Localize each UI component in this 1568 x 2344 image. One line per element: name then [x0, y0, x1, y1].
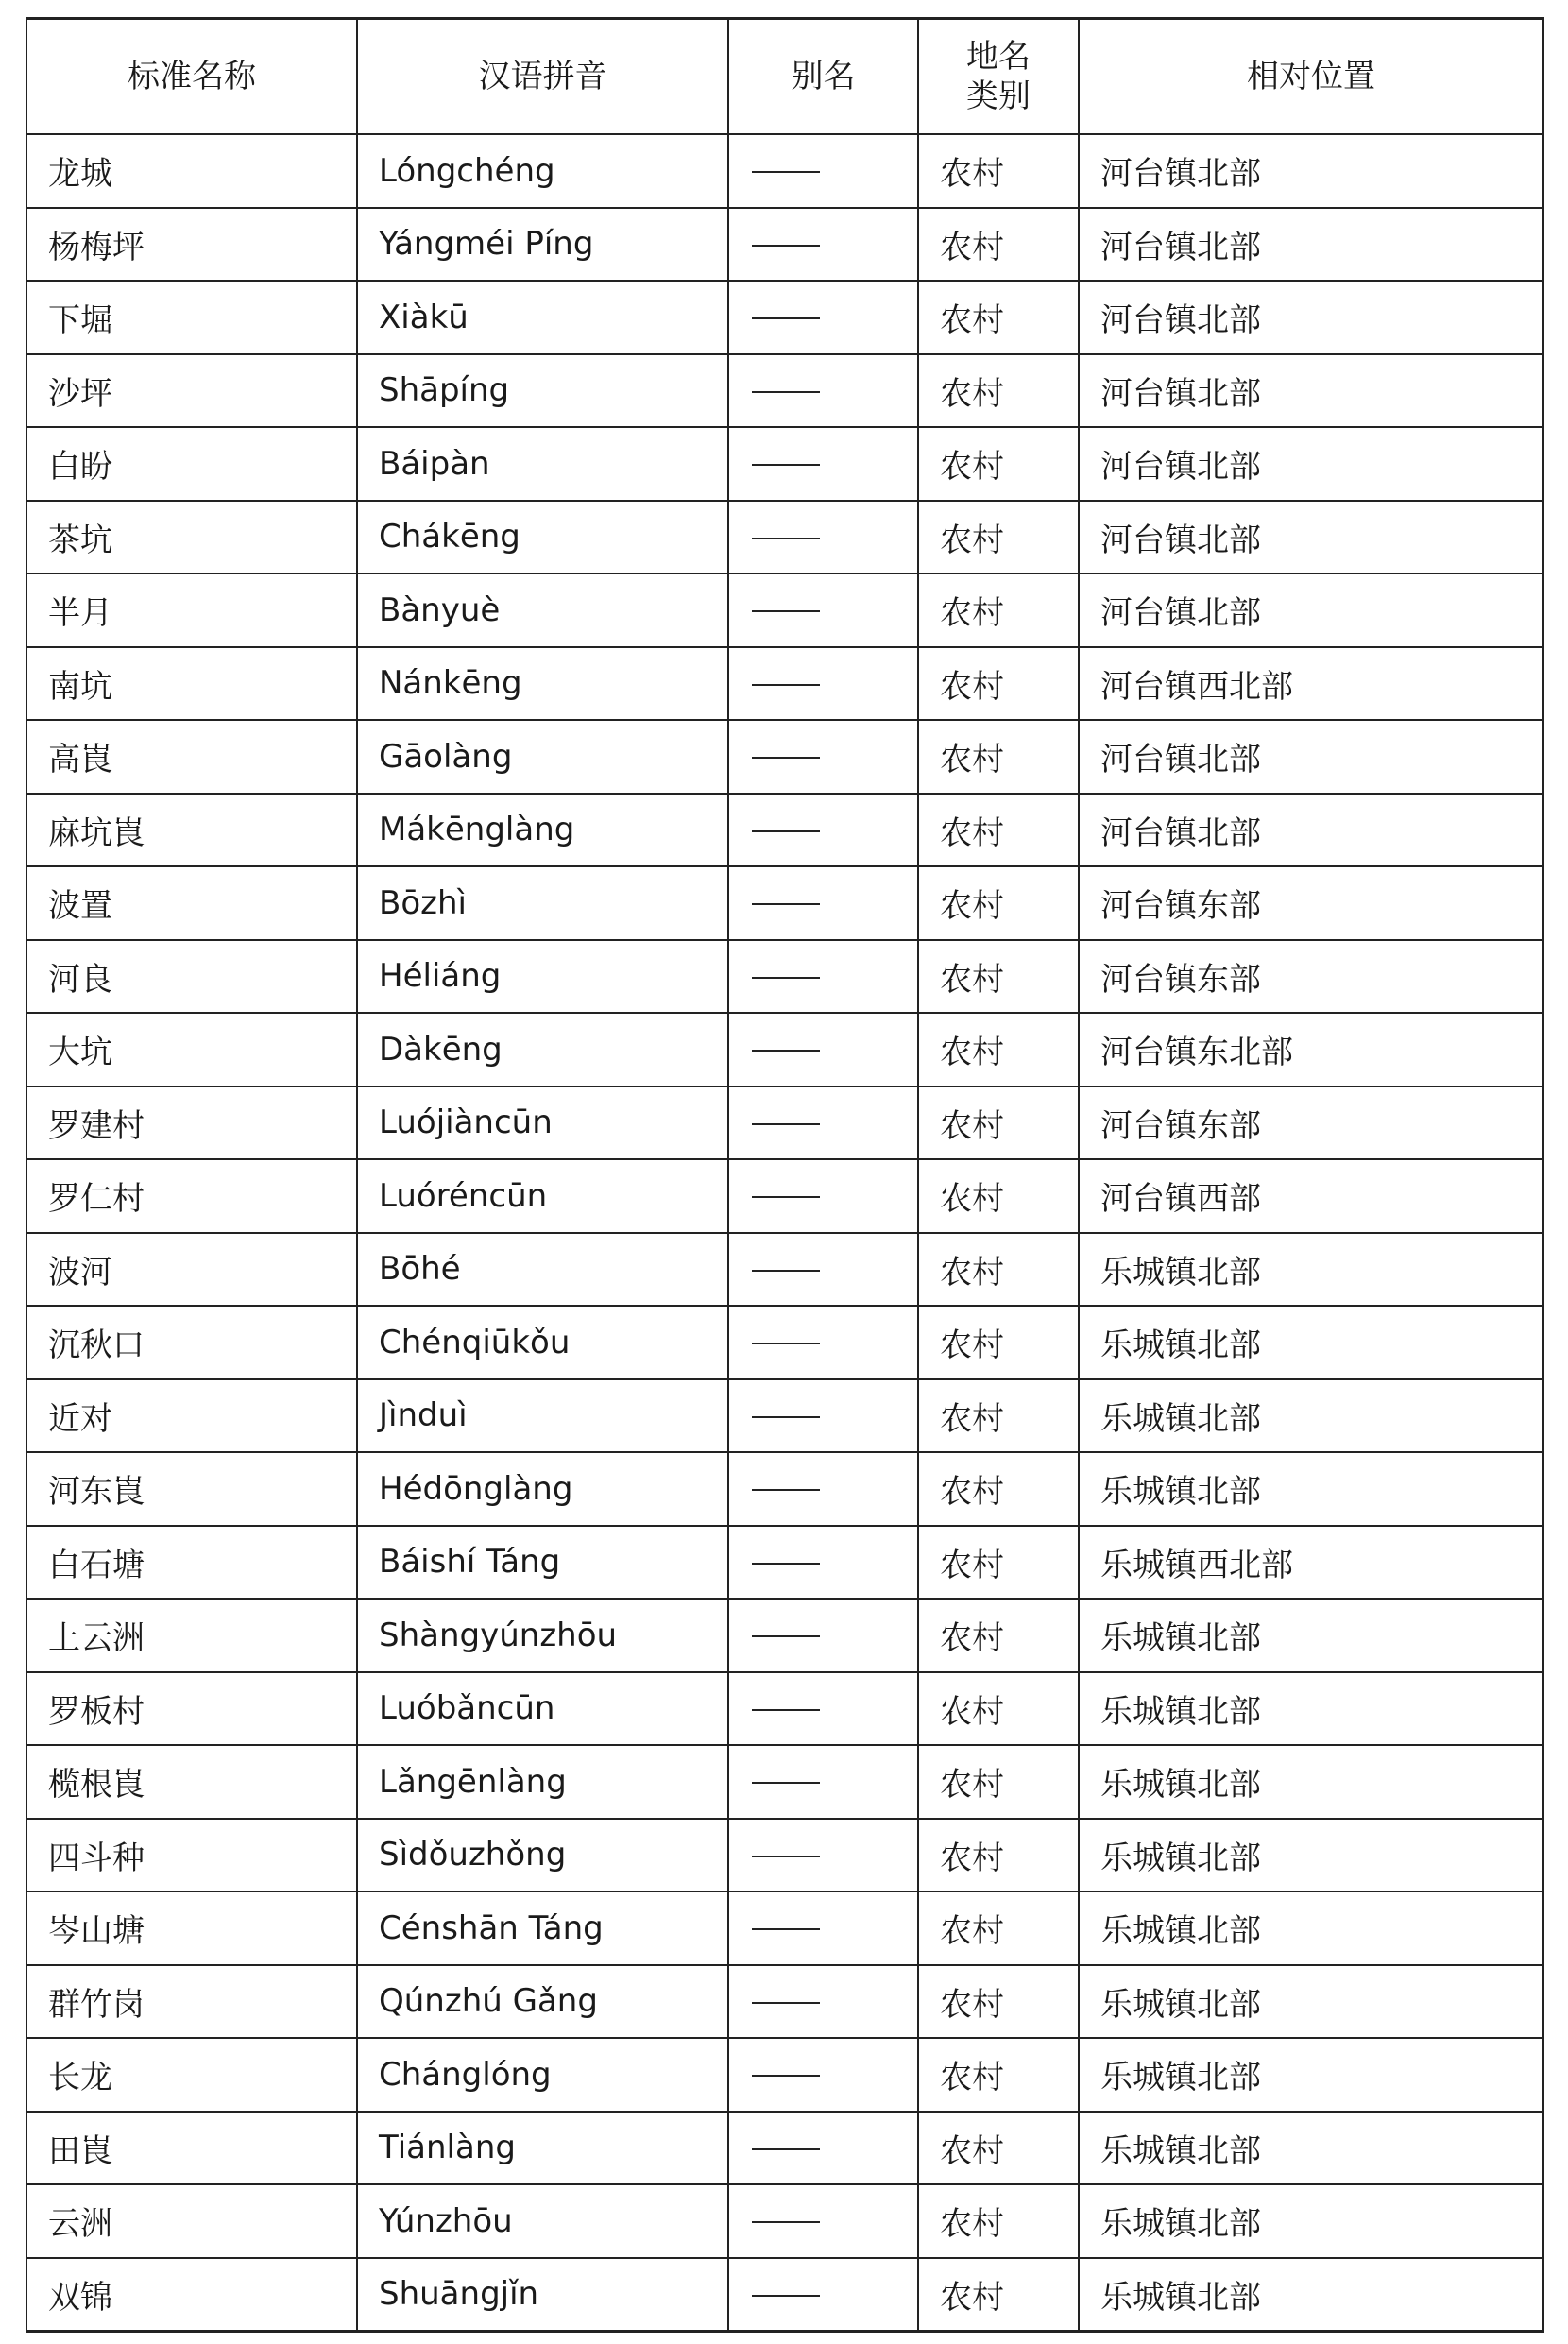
cell-pinyin: Yúnzhōu: [357, 2184, 728, 2258]
cell-standard-name: 罗板村: [26, 1672, 357, 1746]
cell-standard-name: 下堀: [26, 281, 357, 354]
header-alias: 别名: [728, 19, 918, 135]
cell-place-type: 农村: [918, 1306, 1079, 1379]
table-row: [26, 1672, 1543, 1746]
cell-place-type: 农村: [918, 1745, 1079, 1819]
header-place-type-line2: 类别: [966, 77, 1031, 115]
cell-pinyin: Chénqiūkǒu: [357, 1306, 728, 1379]
cell-standard-name: 大坑: [26, 1013, 357, 1086]
alias-dash: [752, 1709, 820, 1711]
cell-place-type: 农村: [918, 1159, 1079, 1233]
table-row: [26, 2112, 1543, 2185]
cell-place-type: 农村: [918, 1891, 1079, 1965]
cell-standard-name: 茶坑: [26, 501, 357, 574]
table-row: [26, 794, 1543, 867]
cell-place-type: 农村: [918, 1965, 1079, 2039]
cell-alias: [728, 134, 918, 208]
cell-relative-position: 河台镇东北部: [1079, 1013, 1543, 1086]
header-place-type: [918, 19, 1079, 135]
cell-standard-name: 麻坑崀: [26, 794, 357, 867]
cell-place-type: 农村: [918, 1819, 1079, 1892]
table-row: [26, 1745, 1543, 1819]
table-row: [26, 1965, 1543, 2039]
table-row: [26, 208, 1543, 282]
header-row: [26, 19, 1543, 135]
cell-pinyin: Luóréncūn: [357, 1159, 728, 1233]
cell-standard-name: 岑山塘: [26, 1891, 357, 1965]
cell-alias: [728, 1233, 918, 1307]
place-names-table-container: [26, 17, 1542, 2333]
cell-relative-position: 乐城镇北部: [1079, 2258, 1543, 2332]
cell-relative-position: 乐城镇北部: [1079, 2112, 1543, 2185]
header-relative-position: 相对位置: [1079, 19, 1543, 135]
table-row: [26, 1086, 1543, 1160]
table-row: [26, 1452, 1543, 1526]
alias-dash: [752, 2221, 820, 2223]
table-row: [26, 1233, 1543, 1307]
cell-place-type: 农村: [918, 1599, 1079, 1672]
cell-alias: [728, 1452, 918, 1526]
alias-dash: [752, 830, 820, 832]
cell-relative-position: 河台镇北部: [1079, 720, 1543, 794]
cell-alias: [728, 1379, 918, 1453]
cell-relative-position: 河台镇西北部: [1079, 647, 1543, 721]
cell-relative-position: 河台镇北部: [1079, 794, 1543, 867]
cell-standard-name: 四斗种: [26, 1819, 357, 1892]
cell-relative-position: 河台镇东部: [1079, 1086, 1543, 1160]
cell-relative-position: 河台镇北部: [1079, 501, 1543, 574]
cell-pinyin: Héliáng: [357, 940, 728, 1014]
alias-dash: [752, 171, 820, 173]
cell-relative-position: 乐城镇北部: [1079, 1599, 1543, 1672]
cell-standard-name: 半月: [26, 573, 357, 647]
table-row: [26, 647, 1543, 721]
cell-alias: [728, 2112, 918, 2185]
table-row: [26, 1599, 1543, 1672]
cell-place-type: 农村: [918, 1233, 1079, 1307]
alias-dash: [752, 610, 820, 612]
cell-place-type: 农村: [918, 794, 1079, 867]
cell-place-type: 农村: [918, 354, 1079, 428]
cell-standard-name: 高崀: [26, 720, 357, 794]
alias-dash: [752, 1123, 820, 1125]
cell-alias: [728, 794, 918, 867]
cell-pinyin: Xiàkū: [357, 281, 728, 354]
cell-place-type: 农村: [918, 2184, 1079, 2258]
cell-place-type: 农村: [918, 940, 1079, 1014]
cell-alias: [728, 1306, 918, 1379]
alias-dash: [752, 2075, 820, 2077]
cell-relative-position: 河台镇东部: [1079, 866, 1543, 940]
cell-alias: [728, 1672, 918, 1746]
table-row: [26, 1891, 1543, 1965]
cell-pinyin: Bànyuè: [357, 573, 728, 647]
cell-standard-name: 群竹岗: [26, 1965, 357, 2039]
alias-dash: [752, 2002, 820, 2004]
cell-standard-name: 榄根崀: [26, 1745, 357, 1819]
cell-alias: [728, 2258, 918, 2332]
cell-pinyin: Mákēnglàng: [357, 794, 728, 867]
table-row: [26, 2038, 1543, 2112]
cell-place-type: 农村: [918, 1086, 1079, 1160]
cell-standard-name: 河良: [26, 940, 357, 1014]
cell-pinyin: Jìnduì: [357, 1379, 728, 1453]
cell-place-type: 农村: [918, 1379, 1079, 1453]
cell-standard-name: 云洲: [26, 2184, 357, 2258]
cell-alias: [728, 1819, 918, 1892]
table-row: [26, 2258, 1543, 2332]
cell-relative-position: 河台镇北部: [1079, 573, 1543, 647]
cell-standard-name: 波河: [26, 1233, 357, 1307]
cell-relative-position: 乐城镇北部: [1079, 1819, 1543, 1892]
cell-pinyin: Shāpíng: [357, 354, 728, 428]
table-row: [26, 940, 1543, 1014]
cell-pinyin: Sìdǒuzhǒng: [357, 1819, 728, 1892]
header-pinyin: 汉语拼音: [357, 19, 728, 135]
alias-dash: [752, 757, 820, 759]
cell-place-type: 农村: [918, 647, 1079, 721]
cell-alias: [728, 281, 918, 354]
cell-place-type: 农村: [918, 281, 1079, 354]
table-body: [26, 134, 1543, 2332]
cell-standard-name: 罗建村: [26, 1086, 357, 1160]
table-header: [26, 19, 1543, 135]
cell-pinyin: Chánglóng: [357, 2038, 728, 2112]
cell-pinyin: Báishí Táng: [357, 1526, 728, 1600]
cell-place-type: 农村: [918, 208, 1079, 282]
alias-dash: [752, 391, 820, 393]
cell-standard-name: 沉秋口: [26, 1306, 357, 1379]
cell-place-type: 农村: [918, 2258, 1079, 2332]
table-row: [26, 1819, 1543, 1892]
cell-relative-position: 河台镇北部: [1079, 354, 1543, 428]
cell-relative-position: 乐城镇北部: [1079, 2038, 1543, 2112]
cell-standard-name: 杨梅坪: [26, 208, 357, 282]
cell-relative-position: 乐城镇北部: [1079, 1379, 1543, 1453]
cell-standard-name: 上云洲: [26, 1599, 357, 1672]
header-place-type-line1: 地名: [966, 38, 1031, 76]
cell-pinyin: Dàkēng: [357, 1013, 728, 1086]
alias-dash: [752, 317, 820, 319]
alias-dash: [752, 245, 820, 247]
alias-dash: [752, 1856, 820, 1857]
header-standard-name: 标准名称: [26, 19, 357, 135]
cell-standard-name: 罗仁村: [26, 1159, 357, 1233]
cell-alias: [728, 1526, 918, 1600]
cell-alias: [728, 573, 918, 647]
cell-place-type: 农村: [918, 1452, 1079, 1526]
cell-alias: [728, 501, 918, 574]
table-row: [26, 573, 1543, 647]
cell-alias: [728, 1086, 918, 1160]
cell-relative-position: 河台镇东部: [1079, 940, 1543, 1014]
alias-dash: [752, 464, 820, 466]
cell-relative-position: 乐城镇北部: [1079, 1452, 1543, 1526]
cell-standard-name: 白盼: [26, 427, 357, 501]
cell-pinyin: Tiánlàng: [357, 2112, 728, 2185]
cell-alias: [728, 1745, 918, 1819]
table-row: [26, 2184, 1543, 2258]
alias-dash: [752, 1563, 820, 1565]
cell-alias: [728, 647, 918, 721]
cell-relative-position: 乐城镇北部: [1079, 1233, 1543, 1307]
cell-relative-position: 乐城镇北部: [1079, 1306, 1543, 1379]
cell-standard-name: 白石塘: [26, 1526, 357, 1600]
cell-pinyin: Bōhé: [357, 1233, 728, 1307]
cell-place-type: 农村: [918, 427, 1079, 501]
table-row: [26, 134, 1543, 208]
cell-standard-name: 河东崀: [26, 1452, 357, 1526]
table-row: [26, 720, 1543, 794]
cell-place-type: 农村: [918, 2038, 1079, 2112]
cell-relative-position: 河台镇西部: [1079, 1159, 1543, 1233]
cell-relative-position: 河台镇北部: [1079, 427, 1543, 501]
cell-relative-position: 河台镇北部: [1079, 281, 1543, 354]
table-row: [26, 281, 1543, 354]
cell-alias: [728, 866, 918, 940]
cell-standard-name: 双锦: [26, 2258, 357, 2332]
table-row: [26, 1013, 1543, 1086]
place-names-table: [26, 17, 1544, 2333]
cell-pinyin: Chákēng: [357, 501, 728, 574]
alias-dash: [752, 2295, 820, 2297]
table-row: [26, 354, 1543, 428]
cell-relative-position: 乐城镇北部: [1079, 1891, 1543, 1965]
alias-dash: [752, 1196, 820, 1198]
cell-standard-name: 南坑: [26, 647, 357, 721]
cell-place-type: 农村: [918, 134, 1079, 208]
cell-standard-name: 长龙: [26, 2038, 357, 2112]
cell-relative-position: 乐城镇北部: [1079, 2184, 1543, 2258]
table-row: [26, 1526, 1543, 1600]
cell-place-type: 农村: [918, 2112, 1079, 2185]
table-row: [26, 501, 1543, 574]
alias-dash: [752, 903, 820, 905]
cell-pinyin: Gāolàng: [357, 720, 728, 794]
cell-pinyin: Luójiàncūn: [357, 1086, 728, 1160]
cell-pinyin: Lǎngēnlàng: [357, 1745, 728, 1819]
cell-place-type: 农村: [918, 573, 1079, 647]
alias-dash: [752, 1270, 820, 1272]
table-row: [26, 1379, 1543, 1453]
cell-pinyin: Cénshān Táng: [357, 1891, 728, 1965]
cell-alias: [728, 720, 918, 794]
cell-pinyin: Bōzhì: [357, 866, 728, 940]
cell-pinyin: Hédōnglàng: [357, 1452, 728, 1526]
cell-standard-name: 近对: [26, 1379, 357, 1453]
cell-relative-position: 河台镇北部: [1079, 208, 1543, 282]
cell-pinyin: Nánkēng: [357, 647, 728, 721]
alias-dash: [752, 1928, 820, 1930]
cell-place-type: 农村: [918, 866, 1079, 940]
alias-dash: [752, 684, 820, 686]
cell-alias: [728, 354, 918, 428]
cell-pinyin: Lóngchéng: [357, 134, 728, 208]
cell-alias: [728, 940, 918, 1014]
table-row: [26, 427, 1543, 501]
cell-alias: [728, 208, 918, 282]
alias-dash: [752, 1416, 820, 1418]
cell-alias: [728, 1965, 918, 2039]
cell-place-type: 农村: [918, 1672, 1079, 1746]
cell-alias: [728, 1891, 918, 1965]
cell-alias: [728, 2038, 918, 2112]
alias-dash: [752, 2148, 820, 2150]
cell-alias: [728, 1013, 918, 1086]
cell-standard-name: 波置: [26, 866, 357, 940]
cell-standard-name: 龙城: [26, 134, 357, 208]
table-row: [26, 1159, 1543, 1233]
table-row: [26, 1306, 1543, 1379]
cell-relative-position: 乐城镇北部: [1079, 1965, 1543, 2039]
cell-relative-position: 乐城镇北部: [1079, 1672, 1543, 1746]
cell-pinyin: Qúnzhú Gǎng: [357, 1965, 728, 2039]
cell-pinyin: Luóbǎncūn: [357, 1672, 728, 1746]
alias-dash: [752, 977, 820, 979]
cell-alias: [728, 1159, 918, 1233]
cell-standard-name: 田崀: [26, 2112, 357, 2185]
alias-dash: [752, 1050, 820, 1052]
alias-dash: [752, 1782, 820, 1784]
alias-dash: [752, 538, 820, 539]
cell-pinyin: Shuāngjǐn: [357, 2258, 728, 2332]
cell-relative-position: 乐城镇北部: [1079, 1745, 1543, 1819]
table-row: [26, 866, 1543, 940]
cell-relative-position: 乐城镇西北部: [1079, 1526, 1543, 1600]
cell-place-type: 农村: [918, 720, 1079, 794]
alias-dash: [752, 1489, 820, 1491]
cell-relative-position: 河台镇北部: [1079, 134, 1543, 208]
cell-standard-name: 沙坪: [26, 354, 357, 428]
alias-dash: [752, 1635, 820, 1637]
cell-pinyin: Báipàn: [357, 427, 728, 501]
cell-place-type: 农村: [918, 501, 1079, 574]
cell-alias: [728, 427, 918, 501]
cell-place-type: 农村: [918, 1526, 1079, 1600]
cell-pinyin: Shàngyúnzhōu: [357, 1599, 728, 1672]
cell-pinyin: Yángméi Píng: [357, 208, 728, 282]
cell-place-type: 农村: [918, 1013, 1079, 1086]
alias-dash: [752, 1343, 820, 1344]
cell-alias: [728, 1599, 918, 1672]
cell-alias: [728, 2184, 918, 2258]
